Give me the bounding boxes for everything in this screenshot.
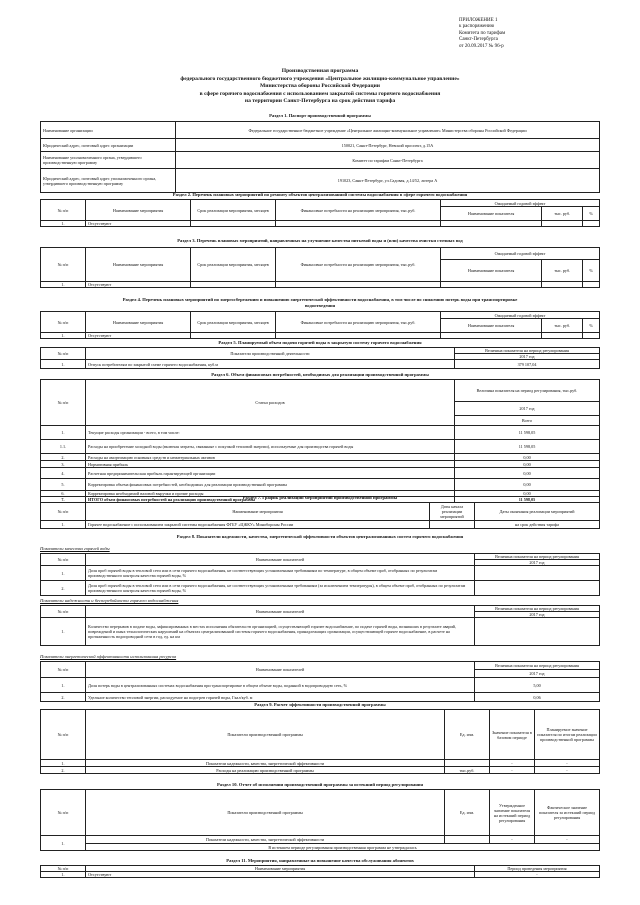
section-5-heading: Раздел 5. Планируемый объем подачи горячей воды в закрытую систему горячего водоснабжения (218, 340, 422, 345)
efficiency-indicators-table (40, 661, 600, 702)
table-row (41, 606, 600, 612)
table-cell: 2. (41, 581, 86, 596)
table-cell (276, 282, 441, 288)
title-line: на территории Санкт-Петербурга на срок действия тарифа (244, 98, 396, 105)
table-cell (191, 333, 276, 339)
table-header: № п/п (41, 790, 86, 836)
table-cell: 1. (41, 566, 86, 581)
table-cell (445, 760, 490, 767)
section-4-heading-cont: водоотведения (304, 303, 336, 308)
table-row (41, 333, 600, 339)
table-cell (542, 333, 583, 339)
table-row (41, 122, 600, 139)
section-9-heading: Раздел 9. Расчет эффективности производственной программы (254, 702, 386, 707)
table-header: № п/п (41, 662, 86, 678)
table-header: Наименование показателей (86, 554, 475, 566)
table-cell (583, 282, 600, 288)
title-line: в сфере горячего водоснабжения с использованием закрытой системы горячего водоснабжения (199, 90, 441, 97)
table-cell: 191023, Санкт-Петербург, ул.Садовая, д.14/52, литера А (176, 169, 600, 193)
table-cell: 2. (41, 767, 86, 774)
efficiency-calc-table (40, 709, 600, 774)
table-cell: Отсутствуют (86, 282, 191, 288)
table-cell: Доля проб горячей воды в тепловой сети или в сети горячего водоснабжения, не соответствующих установленным требованиям (за исключением температуры), в общем объеме проб, отобранных по результатам производственного контроля качества горячей воды, % (86, 581, 475, 596)
table-row (41, 169, 600, 193)
table-row (41, 139, 600, 152)
table-cell: 11 598,05 (455, 426, 600, 440)
table-header: Фактическое значение показателя за истекший период регулирования (535, 790, 600, 836)
table-cell: 1. (41, 872, 86, 878)
table-cell: 1. (41, 333, 86, 339)
table-header: Ед. изм. (445, 790, 490, 836)
table-cell (445, 836, 490, 844)
table-row (41, 426, 600, 440)
table-header: Ожидаемый годовой эффект (441, 200, 600, 207)
table-header: № п/п (41, 554, 86, 566)
table-cell: 1. (41, 360, 86, 369)
table-header: 2017 год (475, 560, 600, 566)
table-header: Величина показателя на период регулирования (475, 606, 600, 612)
table-header: № п/п (41, 348, 86, 360)
table-cell (475, 581, 600, 596)
table-cell (542, 282, 583, 288)
table-cell: 379 107,04 (455, 360, 600, 369)
table-header: Срок реализации мероприятия, месяцев (191, 248, 276, 282)
table-header: Показатели производственной деятельности (86, 348, 455, 360)
section-4-heading: Раздел 4. Перечень плановых мероприятий по энергосбережению и повышению энергетической эффективности водоснабжения, в том числе по снижению потерь воды при транспортировке (122, 297, 518, 302)
table-cell: Корректировка необходимой валовой выручки и прочие расходы (86, 491, 455, 497)
table-row (41, 380, 600, 402)
table-header: Наименование мероприятия (86, 200, 191, 221)
reliability-indicators-table (40, 605, 600, 646)
table-cell: на срок действия тарифа (475, 521, 600, 529)
table-cell (583, 333, 600, 339)
table-cell: Показатели надежности, качества, энергетической эффективности (86, 836, 445, 844)
table-cell: 11 598,05 (455, 497, 600, 503)
title-line: Производственная программа (281, 68, 359, 74)
table-cell (441, 333, 542, 339)
table-row (41, 760, 600, 767)
table-row (41, 479, 600, 491)
table-row (41, 348, 600, 354)
table-header: № п/п (41, 503, 86, 521)
table-cell (441, 282, 542, 288)
table-row (41, 454, 600, 461)
table-header: № п/п (41, 380, 86, 426)
table-cell (475, 566, 600, 581)
stamp-line: Санкт-Петербурга (459, 37, 498, 43)
table-cell: 1. (41, 678, 86, 693)
table-header: № п/п (41, 200, 86, 221)
section-3-heading: Раздел 3. Перечень плановых мероприятий, направленных на улучшение качества питьевой воды и (или) качества очистки сточных вод (177, 238, 463, 243)
table-row (41, 678, 600, 693)
section-6-heading: Раздел 6. Объем финансовых потребностей, необходимых для реализации производственной программы (211, 372, 429, 377)
table-cell: 0,06 (475, 693, 600, 702)
stamp-line: от 20.09.2017 № 96-р (459, 43, 504, 49)
table-header: Финансовые потребности на реализацию мероприятия, тыс.руб. (276, 200, 441, 221)
table-cell (191, 221, 276, 227)
table-header: тыс. руб. (542, 319, 583, 333)
table-cell: - (490, 767, 535, 774)
table-header: Величина показателя на период регулирования (455, 348, 600, 354)
section-10-heading: Раздел 10. Отчет об исполнении производственной программы за истекший период регулирования (216, 782, 424, 787)
table-header: Величина показателя на период регулирования (475, 554, 600, 560)
schedule-table (40, 502, 600, 529)
table-cell: Расходы на амортизацию основных средств и нематериальных активов (86, 454, 455, 461)
table-cell: 1. (41, 760, 86, 767)
passport-table (40, 121, 600, 193)
table-cell (583, 221, 600, 227)
table-header: тыс. руб. (542, 260, 583, 282)
table-row (41, 468, 600, 479)
table-cell (276, 221, 441, 227)
title-line: федерального государственного бюджетного учреждения «Центральное жилищно-коммунальное управление» (180, 75, 460, 82)
table-header: Статьи расходов (86, 380, 455, 426)
table-row (41, 503, 600, 521)
table-cell: 7. (41, 497, 86, 503)
table-header: % (583, 207, 600, 221)
table-cell: 0,00 (455, 461, 600, 468)
table-header: Срок реализации мероприятия, месяцев (191, 200, 276, 221)
table-header: Наименование показателей (86, 662, 475, 678)
table-header: % (583, 260, 600, 282)
table-header: Период проведения мероприятия (475, 866, 600, 872)
table-row (41, 710, 600, 760)
table-cell: 1. (41, 426, 86, 440)
table-cell: Федеральное государственное бюджетное учреждение «Центральное жилищно-коммунальное управление» Министерства обороны Российской Федерации (176, 122, 600, 139)
document-title (80, 68, 560, 106)
table-cell: 0,00 (455, 468, 600, 479)
stamp-line: ПРИЛОЖЕНИЕ 1 (459, 18, 498, 23)
table-cell: 5,00 (475, 678, 600, 693)
table-row (41, 152, 600, 169)
table-header: № п/п (41, 606, 86, 618)
table-cell: ИТОГО объем финансовых потребностей на реализацию производственной программы (86, 497, 455, 503)
table-row (41, 554, 600, 560)
table-row (41, 566, 600, 581)
table-header: Планируемое значение показателя по итогам реализации производственной программы (535, 710, 600, 760)
table-header: Наименование мероприятия (86, 312, 191, 333)
table-header: тыс. руб. (542, 207, 583, 221)
table-row (41, 844, 600, 851)
table-cell: Количество перерывов в подаче воды, зафиксированных в местах исполнения обязательств организацией, осуществляющей горячее водоснабжение, по подаче горячей воды, возникших в результате аварий, повреждений и иных технологических нарушений на объектах централизованной системы горячего водоснабжения, принадлежащих организации, осуществляющей горячее водоснабжение, в расчете на протяженность водопроводной сети в год, ед. на км (86, 618, 475, 646)
table-header: Наименование мероприятия (86, 503, 430, 521)
table-cell: Отсутствуют (86, 333, 191, 339)
table-cell: Расчетная предпринимательская прибыль гарантирующей организации (86, 468, 455, 479)
table-row (41, 790, 600, 836)
table-row (41, 521, 600, 529)
section-8-heading: Раздел 8. Показатели надежности, качества, энергетической эффективности объектов централизованных систем горячего водоснабжения (176, 534, 464, 539)
table-cell: 150021, Санкт-Петербург, Невский проспект, д.15А (176, 139, 600, 152)
table-cell (542, 221, 583, 227)
approval-stamp (459, 18, 609, 50)
water-supply-volume-table (40, 347, 600, 369)
table-header: Наименование мероприятия (86, 866, 475, 872)
table-cell: Горячее водоснабжение с использованием закрытой системы водоснабжения ФГБУ «ЦЖКУ» Минобороны России (86, 521, 430, 529)
table-header: 2017 год (455, 354, 600, 360)
table-header: № п/п (41, 312, 86, 333)
table-cell: Доля потерь воды в централизованных системах водоснабжения при транспортировке в общем объеме воды, поданной в водопроводную сеть, % (86, 678, 475, 693)
table-header: Ожидаемый годовой эффект (441, 312, 600, 319)
table-header: Наименование показателей (86, 606, 475, 618)
table-cell: Текущие расходы организации - всего, в том числе: (86, 426, 455, 440)
table-row (41, 312, 600, 319)
table-cell: Доля проб горячей воды в тепловой сети или в сети горячего водоснабжения, не соответствующих установленным требованиям по температуре, в общем объеме проб, отобранных по результатам производственного контроля качества горячей воды, % (86, 566, 475, 581)
section-8-quality-subheading: Показатели качества горячей воды (40, 546, 110, 551)
table-cell (475, 618, 600, 646)
table-cell: - (490, 836, 535, 844)
table-row (41, 581, 600, 596)
section-11-heading: Раздел 11. Мероприятия, направленные на повышение качества обслуживания абонентов (226, 858, 414, 863)
table-header: Величина показателя на период регулирования (475, 662, 600, 670)
table-cell: 2. (41, 693, 86, 702)
section-8-efficiency-subheading: Показатели энергетической эффективности использования ресурсов (40, 654, 177, 659)
table-cell: 1. (41, 521, 86, 529)
table-row (41, 360, 600, 369)
table-header: 2017 год (475, 612, 600, 618)
table-cell: Юридический адрес, почтовый адрес уполномоченного органа, утвердившего производственную программу (41, 169, 176, 193)
table-cell: Корректировка объема финансовых потребностей, необходимых для реализации производственной программы (86, 479, 455, 491)
table-row (41, 618, 600, 646)
table-cell: В истекшем периоде регулирования производственная программа не утверждалась (86, 844, 600, 851)
table-row (41, 282, 600, 288)
table-header: Срок реализации мероприятия, месяцев (191, 312, 276, 333)
table-cell: - (535, 760, 600, 767)
table-cell: Расходы на приобретение холодной воды (включая затраты, связанные с покупкой тепловой энергии), используемые для производства горячей воды (86, 440, 455, 454)
table-row (41, 872, 600, 878)
table-cell: 6. (41, 491, 86, 497)
section-8-reliability-subheading: Показатели надежности и бесперебойности горячего водоснабжения (40, 598, 179, 603)
table-header: № п/п (41, 248, 86, 282)
table-cell: - (490, 760, 535, 767)
table-cell: - (535, 836, 600, 844)
table-header: Показатели производственной программы (86, 790, 445, 836)
stamp-line: к распоряжению (459, 24, 495, 30)
water-quality-table (40, 247, 600, 288)
table-header: 2017 год (455, 402, 600, 416)
table-cell: 2. (41, 454, 86, 461)
table-cell: Расходы на реализацию производственной программы (86, 767, 445, 774)
table-header: Даты окончания реализации мероприятий (475, 503, 600, 521)
table-header: 2017 год (475, 670, 600, 678)
table-cell: 1.1. (41, 440, 86, 454)
repair-measures-table (40, 199, 600, 227)
table-cell: Наименование организации (41, 122, 176, 139)
table-cell: тыс.руб. (445, 767, 490, 774)
table-header: Утвержденное значение показателя на истекший период регулирования (490, 790, 535, 836)
table-cell: 0,00 (455, 479, 600, 491)
table-header: Значение показателя в базовом периоде (490, 710, 535, 760)
service-quality-table (40, 865, 600, 878)
table-cell: 0,00 (455, 454, 600, 461)
table-cell: 1. (41, 836, 86, 851)
table-header: Всего (455, 416, 600, 426)
table-cell (191, 282, 276, 288)
section-7-heading: Раздел 7. График реализации мероприятий производственной программы (242, 495, 398, 500)
table-cell: 5. (41, 479, 86, 491)
table-header: Ожидаемый годовой эффект (441, 248, 600, 260)
table-header: № п/п (41, 866, 86, 872)
table-cell: Удельное количество тепловой энергии, расходуемое на подогрев горячей воды, Гкал/куб. м (86, 693, 475, 702)
table-header: Наименование мероприятия (86, 248, 191, 282)
quality-indicators-table (40, 553, 600, 596)
table-cell: Юридический адрес, почтовый адрес организации (41, 139, 176, 152)
table-cell: Отпуск потребителям по закрытой схеме горячего водоснабжения, куб.м (86, 360, 455, 369)
table-cell: Наименование уполномоченного органа, утвердившего производственную программу (41, 152, 176, 169)
table-row (41, 440, 600, 454)
table-cell: 4. (41, 468, 86, 479)
table-header: Финансовые потребности на реализацию мероприятия, тыс.руб. (276, 312, 441, 333)
table-header: Ед. изм. (445, 710, 490, 760)
table-cell: Нормативная прибыль (86, 461, 455, 468)
table-header: Наименование показателя (441, 260, 542, 282)
table-cell: 3. (41, 461, 86, 468)
table-cell (276, 333, 441, 339)
section-1-heading: Раздел 1. Паспорт производственной программы (269, 113, 371, 118)
table-cell: - (475, 872, 600, 878)
section-2-heading: Раздел 2. Перечень плановых мероприятий по ремонту объектов централизованной системы водоснабжения в сфере горячего водоснабжения (172, 192, 468, 197)
table-cell: 1. (41, 618, 86, 646)
table-header: Показатели производственной программы (86, 710, 445, 760)
table-row (41, 836, 600, 844)
table-row (41, 693, 600, 702)
table-row (41, 662, 600, 670)
table-cell: - (535, 767, 600, 774)
table-header: Наименование показателя (441, 207, 542, 221)
table-cell: Отсутствуют (86, 221, 191, 227)
table-cell: 11 598,05 (455, 440, 600, 454)
table-row (41, 767, 600, 774)
table-cell: 1. (41, 282, 86, 288)
table-cell (430, 521, 475, 529)
stamp-line: Комитета по тарифам (459, 30, 506, 36)
table-row (41, 200, 600, 207)
table-cell: 1. (41, 221, 86, 227)
table-cell: 0,00 (455, 491, 600, 497)
table-header: % (583, 319, 600, 333)
table-cell: Показатели надежности, качества, энергетической эффективности (86, 760, 445, 767)
table-row (41, 221, 600, 227)
table-header: Величина показателя на период регулирования, тыс.руб. (455, 380, 600, 402)
title-line: Министерства обороны Российской Федерации (259, 83, 381, 90)
table-cell: Комитет по тарифам Санкт-Петербурга (176, 152, 600, 169)
execution-report-table (40, 789, 600, 851)
table-header: Наименование показателя (441, 319, 542, 333)
table-cell: Отсутствуют (86, 872, 475, 878)
table-row (41, 248, 600, 260)
financial-needs-table (40, 379, 600, 503)
table-header: № п/п (41, 710, 86, 760)
table-header: Финансовые потребности на реализацию мероприятия, тыс.руб. (276, 248, 441, 282)
table-cell (441, 221, 542, 227)
energy-saving-table (40, 311, 600, 339)
table-row (41, 461, 600, 468)
table-header: Даты начала реализации мероприятий (430, 503, 475, 521)
